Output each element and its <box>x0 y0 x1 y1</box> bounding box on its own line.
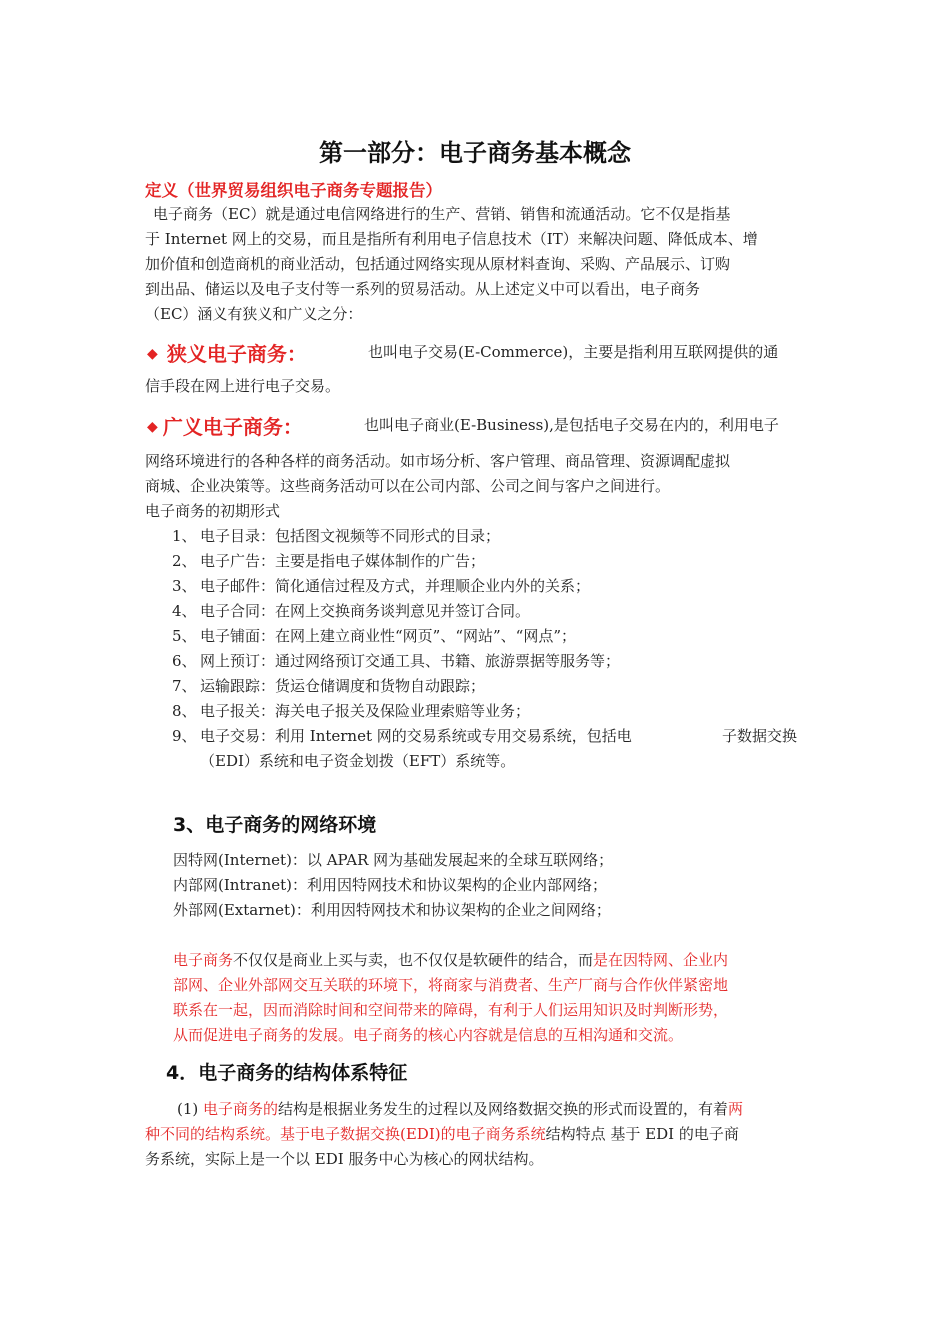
highlight-line: 部网、企业外部网交互关联的环境下，将商家与消费者、生产厂商与合作伙伴紧密地 <box>173 976 729 994</box>
list-item-continuation: （EDI）系统和电子资金划拨（EFT）系统等。 <box>200 752 516 770</box>
list-item-text: 电子报关：海关电子报关及保险业理索赔等业务； <box>200 702 531 720</box>
list-item-text: 网上预订：通过网络预订交通工具、书籍、旅游票据等服务等； <box>200 652 621 670</box>
broad-ecommerce-block <box>147 411 303 440</box>
structure-black-text: 结构是根据业务发生的过程以及网络数据交换的形式而设置的，有着 <box>278 1100 729 1118</box>
list-item <box>172 674 485 699</box>
list-item-number: 2、 <box>172 552 197 570</box>
list-item-number: 3、 <box>172 577 197 595</box>
list-item-number: 5、 <box>172 627 197 645</box>
narrow-ecommerce-text: 也叫电子交易(E-Commerce)，主要是指利用互联网提供的通 <box>368 343 779 361</box>
list-item <box>172 549 485 574</box>
list-item <box>172 624 576 649</box>
list-item <box>172 649 620 674</box>
highlight-line: 联系在一起，因而消除时间和空间带来的障碍，有利于人们运用知识及时判断形势， <box>173 1001 729 1019</box>
highlight-black-text: 不仅仅是商业上买与卖，也不仅仅是软硬件的结合，而 <box>233 951 594 969</box>
list-item-text: 电子目录：包括图文视频等不同形式的目录； <box>200 527 501 545</box>
network-line-internet: 因特网(Internet)：以 APAR 网为基础发展起来的全球互联网络； <box>173 851 614 869</box>
structure-red-text: 两 <box>728 1100 744 1118</box>
section-4-heading: 4．电子商务的结构体系特征 <box>166 1062 408 1084</box>
list-item-number: 8、 <box>172 702 197 720</box>
structure-red-text: 种不同的结构系统。基于电子数据交换(EDI)的电子商务系统 <box>145 1125 546 1143</box>
diamond-bullet-icon: ◆ <box>147 419 158 435</box>
narrow-ecommerce-heading: 狭义电子商务： <box>166 342 307 366</box>
structure-black-text: (1) <box>177 1100 204 1118</box>
definition-line: 到出品、储运以及电子支付等一系列的贸易活动。从上述定义中可以看出，电子商务 <box>145 280 701 298</box>
broad-ecommerce-text: 也叫电子商业(E-Business),是包括电子交易在内的，利用电子 <box>364 416 779 434</box>
list-item-number: 9、 <box>172 727 197 745</box>
initial-forms-heading: 电子商务的初期形式 <box>145 502 281 520</box>
list-item-text: 运输跟踪：货运仓储调度和货物自动跟踪； <box>200 677 486 695</box>
list-item-number: 4、 <box>172 602 197 620</box>
narrow-ecommerce-continuation: 信手段在网上进行电子交易。 <box>145 377 341 395</box>
highlight-line: 从而促进电子商务的发展。电子商务的核心内容就是信息的互相沟通和交流。 <box>173 1026 684 1044</box>
structure-line <box>177 1097 743 1122</box>
list-item-text: 电子交易：利用 Internet 网的交易系统或专用交易系统，包括电 <box>200 727 632 745</box>
list-item <box>172 724 632 749</box>
network-line-intranet: 内部网(Intranet)：利用因特网技术和协议架构的企业内部网络； <box>173 876 607 894</box>
broad-ecommerce-continuation: 商城、企业决策等。这些商务活动可以在公司内部、公司之间与客户之间进行。 <box>145 477 671 495</box>
highlight-line <box>173 948 728 973</box>
list-item <box>172 524 500 549</box>
list-item-number: 7、 <box>172 677 197 695</box>
diamond-bullet-icon: ◆ <box>147 346 158 362</box>
structure-black-text: 结构特点 基于 EDI 的电子商 <box>545 1125 739 1143</box>
list-item-text: 电子邮件：简化通信过程及方式，并理顺企业内外的关系； <box>200 577 591 595</box>
list-item-text: 电子合同：在网上交换商务谈判意见并签订合同。 <box>200 602 531 620</box>
structure-red-text: 电子商务的 <box>203 1100 279 1118</box>
highlight-red-text: 电子商务 <box>173 951 234 969</box>
definition-line: 于 Internet 网上的交易，而且是指所有利用电子信息技术（IT）来解决问题、降低成本、增 <box>145 230 758 248</box>
narrow-ecommerce-block <box>147 338 307 367</box>
list-item-number: 6、 <box>172 652 197 670</box>
page-title: 第一部分：电子商务基本概念 <box>319 139 631 167</box>
network-line-extranet: 外部网(Extarnet)：利用因特网技术和协议架构的企业之间网络； <box>173 901 611 919</box>
list-item-number: 1、 <box>172 527 197 545</box>
list-item-text-tail: 子数据交换 <box>722 727 798 745</box>
definition-line: 加价值和创造商机的商业活动，包括通过网络实现从原材料查询、采购、产品展示、订购 <box>145 255 731 273</box>
broad-ecommerce-continuation: 网络环境进行的各种各样的商务活动。如市场分析、客户管理、商品管理、资源调配虚拟 <box>145 452 731 470</box>
structure-line <box>145 1122 739 1147</box>
section-3-heading: 3、电子商务的网络环境 <box>173 814 377 836</box>
definition-heading: 定义（世界贸易组织电子商务专题报告） <box>145 181 442 200</box>
list-item <box>172 574 590 599</box>
broad-ecommerce-heading: 广义电子商务： <box>162 415 303 439</box>
definition-line: （EC）涵义有狭义和广义之分： <box>145 305 363 323</box>
list-item-text: 电子铺面：在网上建立商业性“网页”、“网站”、“网点”； <box>200 627 577 645</box>
highlight-red-text: 是在因特网、企业内 <box>593 951 729 969</box>
structure-line: 务系统，实际上是一个以 EDI 服务中心为核心的网状结构。 <box>145 1150 544 1168</box>
list-item <box>172 699 530 724</box>
definition-line: 电子商务（EC）就是通过电信网络进行的生产、营销、销售和流通活动。它不仅是指基 <box>153 205 731 223</box>
list-item <box>172 599 530 624</box>
list-item-text: 电子广告：主要是指电子媒体制作的广告； <box>200 552 486 570</box>
